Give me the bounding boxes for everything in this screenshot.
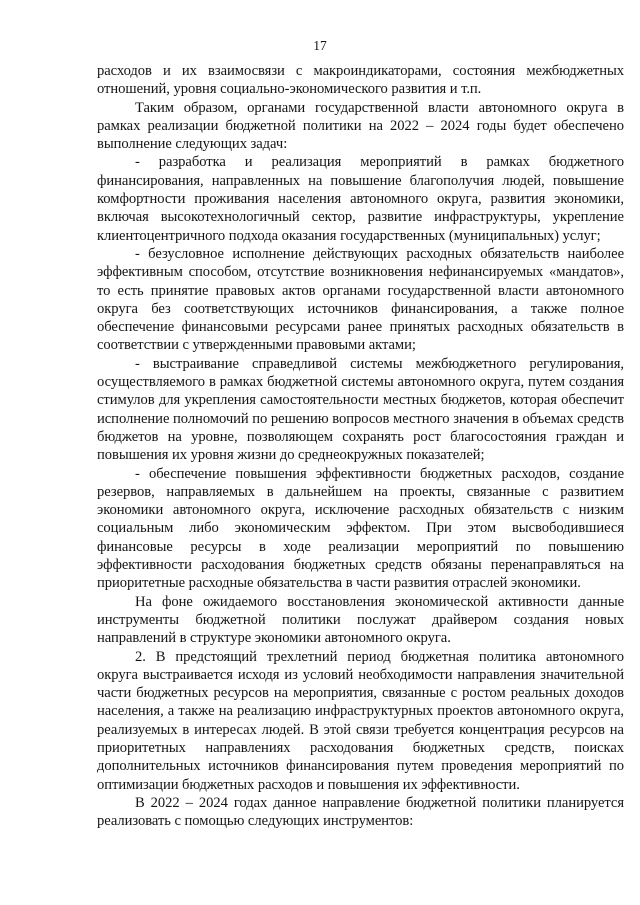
paragraph-section-2: 2. В предстоящий трехлетний период бюджетная политика автономного округа выстраивается исходя из условий необходимости направления значительной части бюджетных ресурсов на мероприятия, связанные с ростом реальных доходов населения, а также на реализацию инфраструктурных проектов автономного округа, реализуемых в интересах людей. В этой связи требуется концентрация ресурсов на приоритетных направлениях расходования бюджетных средств, поисках дополнительных источников финансирования путем проведения мероприятий по оптимизации бюджетных расходов и повышения их эффективности. <box>97 648 624 793</box>
paragraph-task-development: - разработка и реализация мероприятий в рамках бюджетного финансирования, направленных на повышение благополучия людей, повышение комфортности проживания населения автономного округа, развития экономики, включая высокотехнологичный сектор, развитие инфраструктуры, укрепление клиентоцентричного подхода оказания государственных (муниципальных) услуг; <box>97 154 624 244</box>
paragraph-2022-2024: В 2022 – 2024 годах данное направление бюджетной политики планируется реализовать с помощью следующих инструментов: <box>97 794 624 830</box>
paragraph-tasks-intro: Таким образом, органами государственной власти автономного округа в рамках реализации бюджетной политики на 2022 – 2024 годы будет обеспечено выполнение следующих задач: <box>97 99 624 153</box>
paragraph-task-efficiency: - обеспечение повышения эффективности бюджетных расходов, создание резервов, направляемых в дальнейшем на проекты, связанные с развитием экономики автономного округа, исключение расходных обязательств с низким социальным либо экономическим эффектом. При этом высвободившиеся финансовые ресурсы в ходе реализации мероприятий по повышению эффективности расходования бюджетных средств обязаны перенаправляться на приоритетные расходные обязательства в части развития отраслей экономики. <box>97 465 624 592</box>
paragraph-task-interbudget: - выстраивание справедливой системы межбюджетного регулирования, осуществляемого в рамках бюджетной системы автономного округа, путем создания стимулов для укрепления самостоятельности местных бюджетов, которая обеспечит исполнение полномочий по решению вопросов местного значения в объемах средств бюджетов на уровне, позволяющем сохранять рост благосостояния граждан и повышения их уровня жизни до среднеокружных показателей; <box>97 355 624 464</box>
paragraph-continuation: расходов и их взаимосвязи с макроиндикаторами, состояния межбюджетных отношений, уровня социально-экономического развития и т.п. <box>97 63 624 98</box>
paragraph-task-obligations: - безусловное исполнение действующих расходных обязательств наиболее эффективным способом, отсутствие возникновения нефинансируемых «мандатов», то есть принятие правовых актов органами государственной власти автономного округа без соответствующих источников финансирования, а также полное обеспечение финансовыми ресурсами ранее принятых расходных обязательств в соответствии с утвержденными правовыми актами; <box>97 245 624 354</box>
document-body <box>97 62 624 830</box>
page-number: 17 <box>313 38 327 53</box>
paragraph-instruments: На фоне ожидаемого восстановления экономической активности данные инструменты бюджетной политики послужат драйвером создания новых направлений в структуре экономики автономного округа. <box>97 593 624 647</box>
